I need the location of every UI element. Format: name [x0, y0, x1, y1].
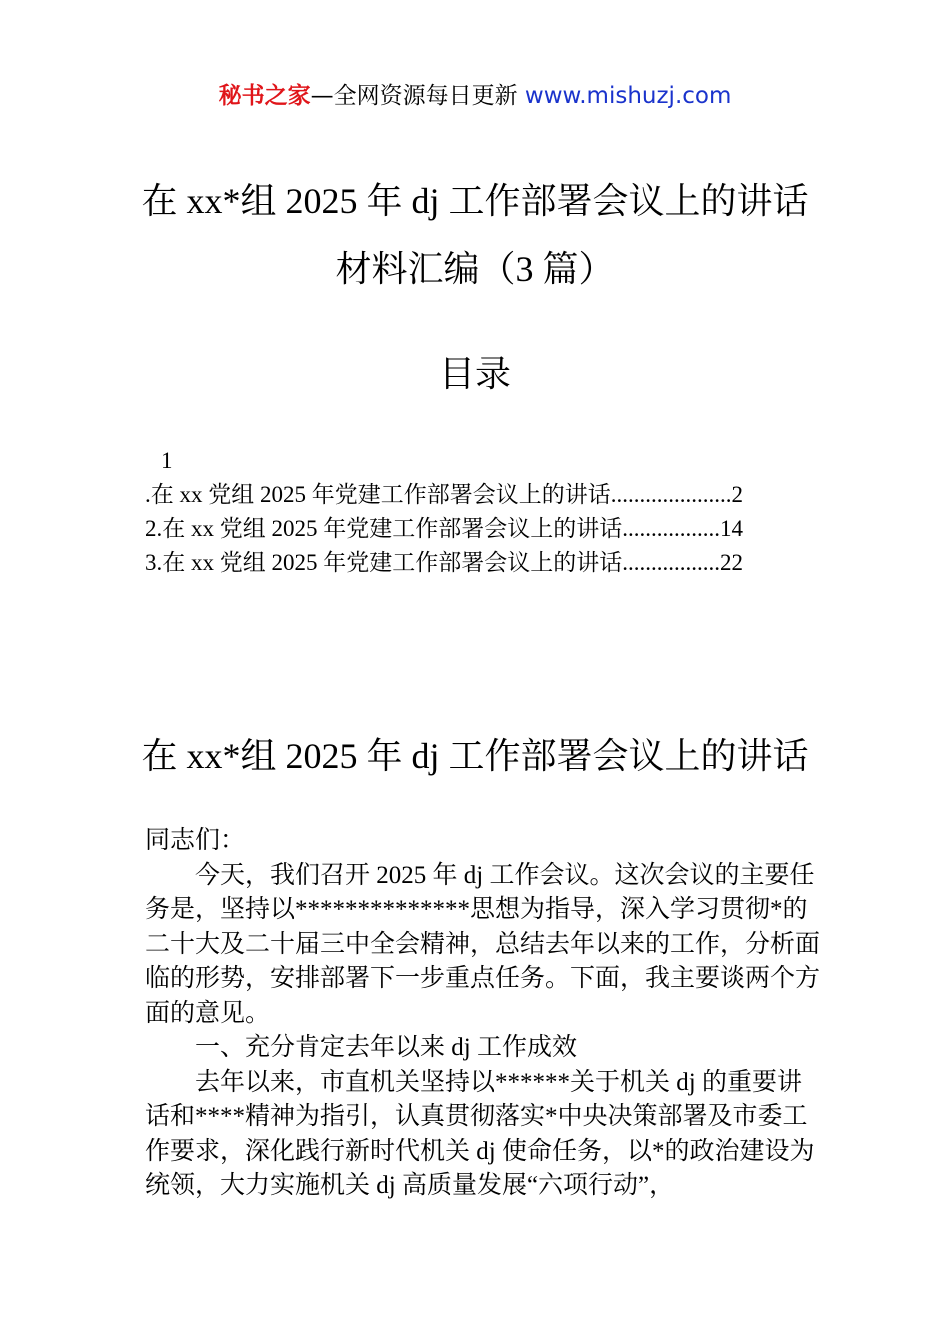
body-paragraph: 今天，我们召开 2025 年 dj 工作会议。这次会议的主要任务是，坚持以**************思想为指导，深入学习贯彻*的二十大及二十届三中全会精神，总结去年以来的工作，分析面临的形势，安排部署下一步重点任务。下面，我主要谈两个方面的意见。: [145, 861, 821, 1027]
toc-item[interactable]: 2.在 xx 党组 2025 年党建工作部署会议上的讲话.................14: [145, 516, 743, 541]
document-title-line-1: 在 xx*组 2025 年 dj 工作部署会议上的讲话: [141, 181, 809, 221]
toc-item[interactable]: 3.在 xx 党组 2025 年党建工作部署会议上的讲话.................22: [145, 550, 743, 575]
document-title-line-2: 材料汇编（3 篇）: [335, 249, 615, 289]
site-header: [0, 80, 950, 112]
body-paragraph: 去年以来，市直机关坚持以******关于机关 dj 的重要讲话和****精神为指引，认真贯彻落实*中央决策部署及市委工作要求，深化践行新时代机关 dj 使命任务，以*的政治建设为统领，大力实施机关 dj 高质量发展“六项行动”，: [145, 1068, 815, 1199]
table-of-contents: [145, 444, 810, 580]
header-slogan: —全网资源每日更新: [310, 83, 525, 109]
toc-heading: 目录: [438, 354, 511, 394]
brand-name: 秘书之家: [218, 83, 311, 109]
toc-item[interactable]: .在 xx 党组 2025 年党建工作部署会议上的讲话.....................2: [145, 482, 743, 507]
section-heading: 一、充分肯定去年以来 dj 工作成效: [195, 1034, 577, 1061]
salutation: 同志们：: [145, 827, 246, 854]
speech-body: [145, 824, 825, 1204]
toc-lead-number: 1: [161, 448, 173, 473]
site-url-link[interactable]: www.mishuzj.com: [524, 83, 732, 109]
speech-title: 在 xx*组 2025 年 dj 工作部署会议上的讲话: [141, 736, 809, 776]
